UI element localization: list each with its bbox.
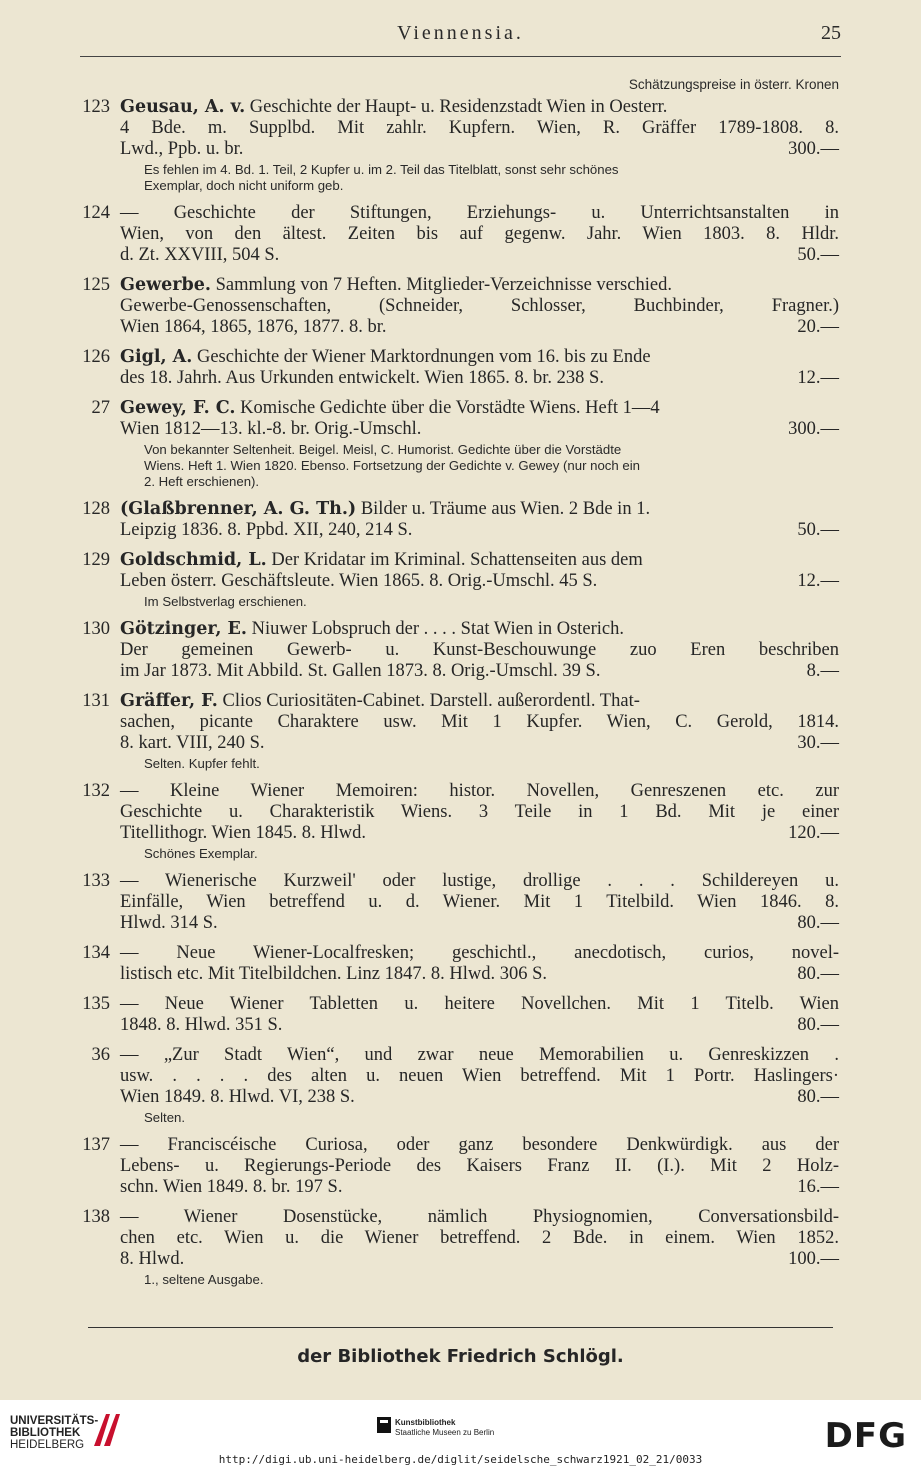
entry-line-text: 8. Hlwd. xyxy=(120,1249,185,1269)
entry-line xyxy=(120,661,839,682)
entry-note xyxy=(144,1272,839,1288)
entry-line-text: Lwd., Ppb. u. br. xyxy=(120,139,244,159)
ub-heidelberg-logo[interactable] xyxy=(10,1415,98,1451)
ub-logo-line1: UNIVERSITÄTS- xyxy=(10,1415,99,1427)
kb-logo-line1: Kunstbibliothek xyxy=(395,1418,456,1427)
entry-line xyxy=(120,781,839,802)
entry-line xyxy=(120,520,839,541)
entry-line xyxy=(120,691,839,712)
entry-line xyxy=(120,118,839,139)
entry-line-text: 1848. 8. Hlwd. 351 S. xyxy=(120,1015,283,1035)
entry-line xyxy=(120,964,839,985)
entry-description xyxy=(120,550,839,592)
entry-number: 124 xyxy=(82,203,110,223)
page-header xyxy=(80,22,841,52)
entry-note-line: Schönes Exemplar. xyxy=(144,846,258,861)
entry-price: 80.— xyxy=(797,1087,839,1107)
catalog-entry xyxy=(70,1207,839,1288)
catalog-entry xyxy=(70,994,839,1036)
entry-author: Gigl, A. xyxy=(120,347,193,367)
entry-note-line: Wiens. Heft 1. Wien 1820. Ebenso. Fortsetzung der Gedichte v. Gewey (nur noch ein xyxy=(144,458,640,473)
entry-line xyxy=(120,368,839,389)
entry-author: Goldschmid, L. xyxy=(120,550,267,570)
entry-note xyxy=(144,756,839,772)
entry-price: 80.— xyxy=(797,964,839,984)
entry-author: Gräffer, F. xyxy=(120,691,218,711)
catalog-entry xyxy=(70,691,839,772)
entry-line xyxy=(120,224,839,245)
footer-rule xyxy=(88,1327,833,1328)
entry-line xyxy=(120,1015,839,1036)
entry-line xyxy=(120,398,839,419)
entry-number: 128 xyxy=(82,499,110,519)
entry-price: 30.— xyxy=(797,733,839,753)
entry-line-text: Geschichte der Wiener Marktordnungen vom 16. bis zu Ende xyxy=(192,347,651,367)
entry-line-text: sachen, picante Charaktere usw. Mit 1 Kupfer. Wien, C. Gerold, 1814. xyxy=(120,712,839,732)
entry-line xyxy=(120,1177,839,1198)
entry-line-text: d. Zt. XXVIII, 504 S. xyxy=(120,245,280,265)
entry-line-text: Clios Curiositäten-Cabinet. Darstell. außerordentl. That- xyxy=(217,691,640,711)
kunstbibliothek-logo[interactable] xyxy=(395,1418,494,1438)
entry-line-text: Bilder u. Träume aus Wien. 2 Bde in 1. xyxy=(356,499,651,519)
ub-logo-line3: HEIDELBERG xyxy=(10,1439,85,1451)
entry-line xyxy=(120,419,839,440)
entry-description xyxy=(120,691,839,754)
entry-note xyxy=(144,442,839,490)
permalink-url[interactable]: http://digi.ub.uni-heidelberg.de/diglit/seidelsche_schwarz1921_02_21/0033 xyxy=(218,1453,703,1466)
entry-line-text: Sammlung von 7 Heften. Mitglieder-Verzeichnisse verschied. xyxy=(210,275,672,295)
entry-number: 138 xyxy=(82,1207,110,1227)
entry-line-text: Leipzig 1836. 8. Ppbd. XII, 240, 214 S. xyxy=(120,520,413,540)
entry-line xyxy=(120,317,839,338)
dfg-logo[interactable]: DFG xyxy=(824,1416,907,1456)
entry-number: 137 xyxy=(82,1135,110,1155)
entry-line-text: Gewerbe-Genossenschaften, (Schneider, Schlosser, Buchbinder, Fragner.) xyxy=(120,296,839,316)
entry-description xyxy=(120,1135,839,1198)
catalog-entry xyxy=(70,943,839,985)
entry-line xyxy=(120,1135,839,1156)
entry-line-text: schn. Wien 1849. 8. br. 197 S. xyxy=(120,1177,343,1197)
entry-line xyxy=(120,994,839,1015)
entry-line-text: — Kleine Wiener Memoiren: histor. Novellen, Genreszenen etc. zur xyxy=(120,781,839,801)
kb-logo-line2: Staatliche Museen zu Berlin xyxy=(395,1428,495,1437)
entry-description xyxy=(120,994,839,1036)
price-column-label: Schätzungspreise in österr. Kronen xyxy=(628,77,839,92)
entry-line-text: — „Zur Stadt Wien“, und zwar neue Memorabilien u. Genreskizzen . xyxy=(120,1045,839,1065)
entry-number: 123 xyxy=(82,97,110,117)
entry-line xyxy=(120,97,839,118)
entry-line-text: 8. kart. VIII, 240 S. xyxy=(120,733,265,753)
entry-note-line: Von bekannter Seltenheit. Beigel. Meisl, C. Humorist. Gedichte über die Vorstädte xyxy=(144,442,622,457)
entry-number: 36 xyxy=(91,1045,110,1065)
ub-logo-line2: BIBLIOTHEK xyxy=(10,1427,81,1439)
entry-author: Gewey, F. C. xyxy=(120,398,236,418)
entry-line xyxy=(120,1066,839,1087)
entry-description xyxy=(120,97,839,160)
entry-note xyxy=(144,162,839,194)
entry-author: Götzinger, E. xyxy=(120,619,247,639)
entry-description xyxy=(120,619,839,682)
catalog-entry xyxy=(70,97,839,194)
entry-number: 126 xyxy=(82,347,110,367)
ub-logo-mark-icon xyxy=(88,1410,128,1450)
catalog-entry xyxy=(70,275,839,338)
catalog-entry xyxy=(70,1045,839,1126)
entry-line-text: — Wiener Dosenstücke, nämlich Physiognomien, Conversationsbild- xyxy=(120,1207,839,1227)
entry-line xyxy=(120,203,839,224)
entry-note xyxy=(144,1110,839,1126)
entry-line-text: Wien 1812—13. kl.-8. br. Orig.-Umschl. xyxy=(120,419,422,439)
entry-author: (Glaßbrenner, A. G. Th.) xyxy=(120,499,357,519)
entry-price: 100.— xyxy=(788,1249,839,1269)
entry-number: 133 xyxy=(82,871,110,891)
entry-line xyxy=(120,802,839,823)
entry-price: 50.— xyxy=(797,245,839,265)
entry-price: 12.— xyxy=(797,368,839,388)
entry-description xyxy=(120,347,839,389)
kunstbibliothek-mark-icon xyxy=(377,1417,391,1433)
catalog-entry xyxy=(70,398,839,490)
entry-price: 20.— xyxy=(797,317,839,337)
entry-line-text: Der gemeinen Gewerb- u. Kunst-Beschouwunge zuo Eren beschriben xyxy=(120,640,839,660)
entry-number: 134 xyxy=(82,943,110,963)
entry-line xyxy=(120,1249,839,1270)
catalog-entries xyxy=(70,97,839,1297)
entry-line xyxy=(120,275,839,296)
entry-description xyxy=(120,1207,839,1270)
entry-line-text: Leben österr. Geschäftsleute. Wien 1865. 8. Orig.-Umschl. 45 S. xyxy=(120,571,598,591)
catalog-entry xyxy=(70,550,839,610)
entry-number: 129 xyxy=(82,550,110,570)
entry-description xyxy=(120,781,839,844)
entry-line xyxy=(120,892,839,913)
entry-note-line: Exemplar, doch nicht uniform geb. xyxy=(144,178,344,193)
entry-line xyxy=(120,943,839,964)
entry-note-line: Selten. Kupfer fehlt. xyxy=(144,756,260,771)
entry-note-line: Selten. xyxy=(144,1110,186,1125)
entry-line xyxy=(120,913,839,934)
entry-author: Geusau, A. v. xyxy=(120,97,246,117)
entry-line xyxy=(120,296,839,317)
entry-number: 131 xyxy=(82,691,110,711)
catalog-entry xyxy=(70,1135,839,1198)
entry-line-text: — Wienerische Kurzweil' oder lustige, drollige . . . Schildereyen u. xyxy=(120,871,839,891)
entry-line-text: 4 Bde. m. Supplbd. Mit zahlr. Kupfern. Wien, R. Gräffer 1789-1808. 8. xyxy=(120,118,839,138)
entry-line xyxy=(120,1045,839,1066)
entry-description xyxy=(120,275,839,338)
entry-price: 12.— xyxy=(797,571,839,591)
entry-description xyxy=(120,871,839,934)
entry-description xyxy=(120,943,839,985)
entry-line xyxy=(120,347,839,368)
entry-note-line: Es fehlen im 4. Bd. 1. Teil, 2 Kupfer u. im 2. Teil das Titelblatt, sonst sehr schönes xyxy=(144,162,619,177)
entry-line xyxy=(120,571,839,592)
entry-line-text: Wien 1849. 8. Hlwd. VI, 238 S. xyxy=(120,1087,355,1107)
entry-line-text: — Geschichte der Stiftungen, Erziehungs- u. Unterrichtsanstalten in xyxy=(120,203,839,223)
entry-line xyxy=(120,499,839,520)
entry-author: Gewerbe. xyxy=(120,275,211,295)
entry-line-text: Geschichte u. Charakteristik Wiens. 3 Teile in 1 Bd. Mit je einer xyxy=(120,802,839,822)
entry-price: 16.— xyxy=(797,1177,839,1197)
catalog-entry xyxy=(70,499,839,541)
entry-line-text: Der Kridatar im Kriminal. Schattenseiten aus dem xyxy=(266,550,643,570)
entry-price: 300.— xyxy=(788,139,839,159)
entry-description xyxy=(120,499,839,541)
entry-line xyxy=(120,139,839,160)
entry-price: 50.— xyxy=(797,520,839,540)
entry-line xyxy=(120,1156,839,1177)
entry-note-line: 1., seltene Ausgabe. xyxy=(144,1272,264,1287)
entry-line xyxy=(120,619,839,640)
catalog-entry xyxy=(70,203,839,266)
entry-line xyxy=(120,1228,839,1249)
entry-line-text: — Neue Wiener Tabletten u. heitere Novellchen. Mit 1 Titelb. Wien xyxy=(120,994,839,1014)
entry-line-text: listisch etc. Mit Titelbildchen. Linz 1847. 8. Hlwd. 306 S. xyxy=(120,964,548,984)
entry-line-text: Hlwd. 314 S. xyxy=(120,913,218,933)
entry-number: 130 xyxy=(82,619,110,639)
running-title: Viennensia. xyxy=(397,22,524,44)
entry-price: 8.— xyxy=(806,661,839,681)
entry-line-text: chen etc. Wien u. die Wiener betreffend. 2 Bde. in einem. Wien 1852. xyxy=(120,1228,839,1248)
entry-note xyxy=(144,594,839,610)
entry-number: 125 xyxy=(82,275,110,295)
entry-line-text: — Franciscéische Curiosa, oder ganz besondere Denkwürdigk. aus der xyxy=(120,1135,839,1155)
catalog-entry xyxy=(70,347,839,389)
entry-price: 80.— xyxy=(797,1015,839,1035)
entry-number: 132 xyxy=(82,781,110,801)
entry-line xyxy=(120,245,839,266)
entry-line-text: Lebens- u. Regierungs-Periode des Kaisers Franz II. (I.). Mit 2 Holz- xyxy=(120,1156,839,1176)
entry-line xyxy=(120,640,839,661)
entry-number: 135 xyxy=(82,994,110,1014)
entry-line xyxy=(120,550,839,571)
entry-line-text: im Jar 1873. Mit Abbild. St. Gallen 1873. 8. Orig.-Umschl. 39 S. xyxy=(120,661,601,681)
catalog-entry xyxy=(70,871,839,934)
entry-line-text: Wien 1864, 1865, 1876, 1877. 8. br. xyxy=(120,317,387,337)
entry-line-text: Komische Gedichte über die Vorstädte Wiens. Heft 1—4 xyxy=(235,398,660,418)
entry-line xyxy=(120,1087,839,1108)
header-rule xyxy=(80,56,841,57)
entry-description xyxy=(120,203,839,266)
entry-line xyxy=(120,1207,839,1228)
entry-line xyxy=(120,733,839,754)
entry-price: 80.— xyxy=(797,913,839,933)
entry-line-text: des 18. Jahrh. Aus Urkunden entwickelt. Wien 1865. 8. br. 238 S. xyxy=(120,368,604,388)
entry-number: 27 xyxy=(91,398,110,418)
entry-line xyxy=(120,823,839,844)
entry-line-text: Geschichte der Haupt- u. Residenzstadt Wien in Oesterr. xyxy=(245,97,668,117)
entry-note xyxy=(144,846,839,862)
entry-description xyxy=(120,1045,839,1108)
entry-line-text: usw. . . . . des alten u. neuen Wien betreffend. Mit 1 Portr. Haslingers· xyxy=(120,1066,839,1086)
entry-line xyxy=(120,712,839,733)
entry-line-text: Titellithogr. Wien 1845. 8. Hlwd. xyxy=(120,823,366,843)
entry-note-line: Im Selbstverlag erschienen. xyxy=(144,594,307,609)
entry-note-line: 2. Heft erschienen). xyxy=(144,474,260,489)
entry-line-text: Einfälle, Wien betreffend u. d. Wiener. Mit 1 Titelbild. Wien 1846. 8. xyxy=(120,892,839,912)
entry-description xyxy=(120,398,839,440)
page-number: 25 xyxy=(821,22,841,44)
entry-line-text: Wien, von den ältest. Zeiten bis auf gegenw. Jahr. Wien 1803. 8. Hldr. xyxy=(120,224,839,244)
catalog-entry xyxy=(70,619,839,682)
entry-line-text: — Neue Wiener-Localfresken; geschichtl., anecdotisch, curios, novel- xyxy=(120,943,839,963)
entry-line-text: Niuwer Lobspruch der . . . . Stat Wien in Osterich. xyxy=(246,619,625,639)
collection-footer: der Bibliothek Friedrich Schlögl. xyxy=(297,1346,624,1367)
entry-price: 120.— xyxy=(788,823,839,843)
entry-price: 300.— xyxy=(788,419,839,439)
catalog-entry xyxy=(70,781,839,862)
entry-line xyxy=(120,871,839,892)
